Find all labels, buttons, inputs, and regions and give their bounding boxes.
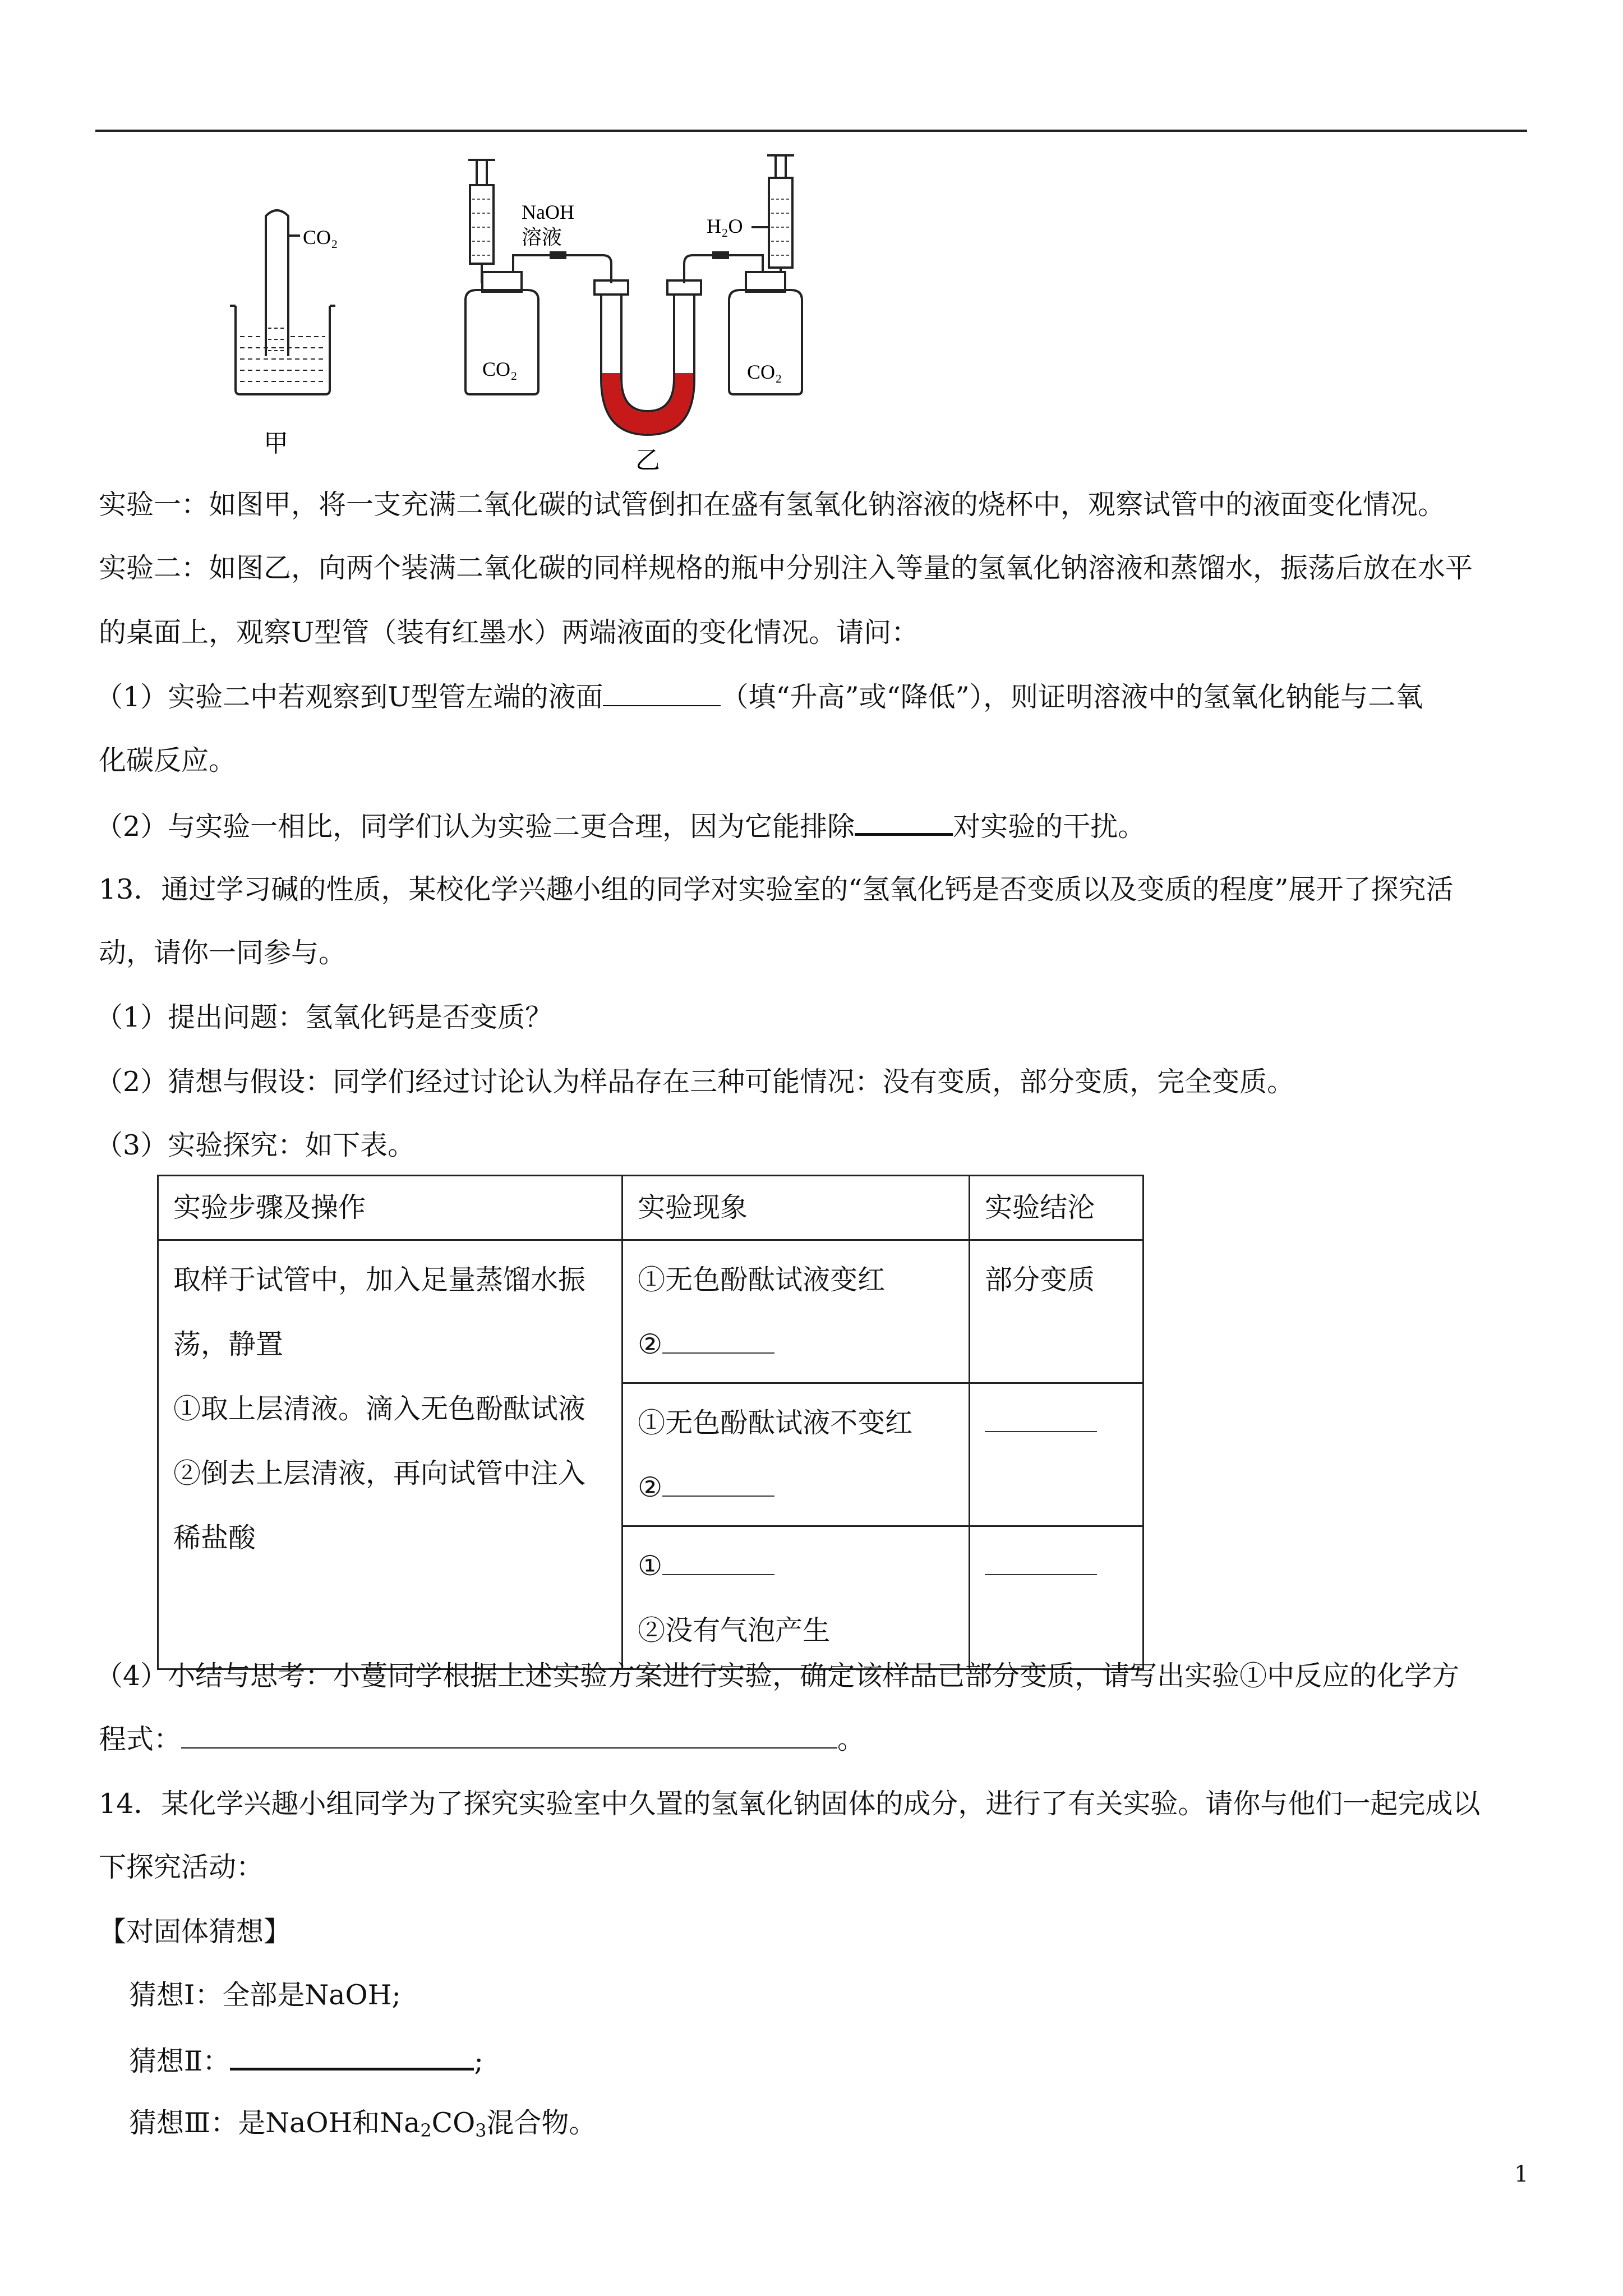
table-header-row [158, 1176, 1144, 1240]
exp2-line1: 实验二：如图乙，向两个装满二氧化碳的同样规格的瓶中分别注入等量的氢氧化钠溶液和蒸馏水，振荡后放在水平 [99, 552, 1473, 584]
conclusion-cell [970, 1383, 1144, 1526]
q14-heading: 【对固体猜想】 [99, 1916, 292, 1948]
q13-line2: 动，请你一同参与。 [99, 937, 347, 969]
q2-text-b: 对实验的干扰。 [953, 811, 1146, 843]
phenomenon-cell [623, 1240, 970, 1383]
header-steps: 实验步骤及操作 [158, 1176, 623, 1240]
q13-step1: （1）提出问题：氢氧化钙是否变质？ [95, 1001, 553, 1033]
phenomenon-line: ①无色酚酞试液变红 [638, 1264, 886, 1296]
q13-line1: 13．通过学习碱的性质，某校化学兴趣小组的同学对实验室的“氢氧化钙是否变质以及变质的程度”展开了探究活 [99, 873, 1454, 905]
phenomenon-line: ②没有气泡产生 [638, 1614, 831, 1646]
q1-line1 [95, 680, 1423, 714]
phenomenon-line: ② [638, 1312, 954, 1377]
q2-blank[interactable] [855, 808, 953, 836]
h2o-label: H₂O [707, 215, 743, 237]
q1-text-b: （填“升高”或“降低”），则证明溶液中的氢氧化钠能与二氧 [721, 681, 1423, 714]
q2-line [95, 808, 1145, 844]
figure-label-yi: 乙 [635, 447, 660, 474]
step-line: 稀盐酸 [173, 1522, 256, 1554]
step-line: ①取上层清液。滴入无色酚酞试液 [173, 1393, 586, 1425]
q1-line2: 化碳反应。 [99, 744, 237, 776]
answer-blank[interactable] [662, 1331, 774, 1354]
answer-blank[interactable] [985, 1409, 1097, 1432]
phenomenon-cell [623, 1526, 970, 1669]
exp1-text: 实验一：如图甲，将一支充满二氧化碳的试管倒扣在盛有氢氧化钠溶液的烧杯中，观察试管中的液面变化情况。 [99, 489, 1446, 521]
step-line: ②倒去上层清液，再向试管中注入 [173, 1457, 586, 1489]
steps-cell [158, 1240, 623, 1669]
conclusion-cell: 部分变质 [970, 1240, 1144, 1383]
guess-1: 猜想Ⅰ：全部是NaOH; [129, 1979, 401, 2011]
q14-line1: 14．某化学兴趣小组同学为了探究实验室中久置的氢氧化钠固体的成分，进行了有关实验。请你与他们一起完成以 [99, 1788, 1481, 1820]
bottle-right-label: CO₂ [747, 361, 782, 383]
header-rule [95, 130, 1527, 132]
page-number: 1 [1514, 2161, 1529, 2187]
q2-text-a: （2）与实验一相比，同学们认为实验二更合理，因为它能排除 [95, 811, 855, 843]
header-phenomenon: 实验现象 [623, 1176, 970, 1240]
answer-blank[interactable] [985, 1552, 1097, 1575]
guess2-blank[interactable] [230, 2043, 474, 2070]
step-line: 取样于试管中，加入足量蒸馏水振 [173, 1264, 586, 1296]
phenomenon-line: ①无色酚酞试液不变红 [638, 1407, 913, 1439]
apparatus-yi [465, 155, 802, 435]
exp2-line2: 的桌面上，观察U型管（装有红墨水）两端液面的变化情况。请问： [99, 616, 919, 648]
answer-blank[interactable] [662, 1552, 774, 1575]
phenomenon-line: ② [638, 1455, 954, 1520]
bottle-left-label: CO₂ [482, 358, 518, 380]
q1-text-a: （1）实验二中若观察到U型管左端的液面 [95, 681, 603, 714]
q13-step2: （2）猜想与假设：同学们经过讨论认为样品存在三种可能情况：没有变质，部分变质，完全变质。 [95, 1066, 1295, 1098]
guess-3: 猜想Ⅲ：是NaOH和$Na_2CO_3$混合物。 [129, 2107, 597, 2141]
co2-tube-label: CO₂ [303, 226, 338, 249]
equation-blank[interactable] [181, 1723, 837, 1749]
header-conclusion: 实验结沦 [970, 1176, 1144, 1240]
phenomenon-cell [623, 1383, 970, 1526]
step-line: 荡，静置 [173, 1328, 284, 1360]
phenomenon-line: ① [638, 1534, 954, 1598]
figure-label-jia: 甲 [264, 430, 288, 457]
q13-step3: （3）实验探究：如下表。 [95, 1129, 416, 1161]
q13-step4-line1: （4）小结与思考：小蔓同学根据上述实验方案进行实验，确定该样品已部分变质，请写出实验①中反应的化学方 [95, 1660, 1460, 1692]
q13-step4-line2: 程式： 。 [99, 1723, 865, 1756]
experiment-table [157, 1175, 1144, 1670]
q14-line2: 下探究活动： [99, 1851, 264, 1883]
conclusion-cell [970, 1526, 1144, 1669]
naoh-label: NaOH [522, 201, 574, 223]
table-row [158, 1240, 1144, 1383]
guess-2: 猜想Ⅱ： ; [129, 2043, 483, 2078]
naoh-solution-label: 溶液 [522, 226, 562, 249]
q1-blank[interactable] [603, 680, 721, 706]
experiment-figure [185, 143, 886, 474]
answer-blank[interactable] [662, 1474, 774, 1497]
